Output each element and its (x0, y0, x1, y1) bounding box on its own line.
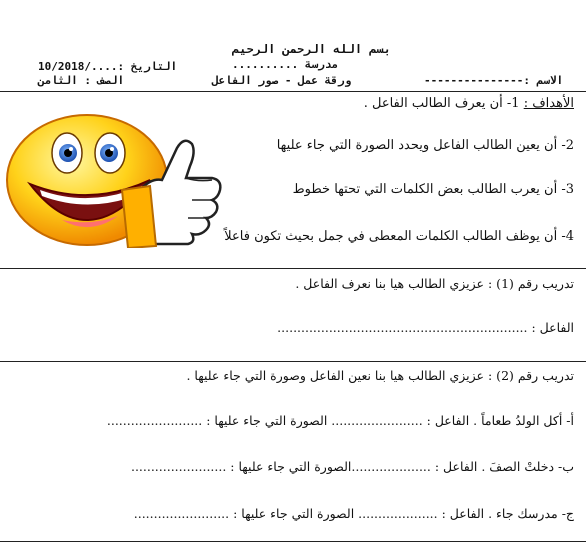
exercise-2-item-c: ج- مدرسك جاء . الفاعل : .................... الصورة التي جاء عليها : ........................ (133, 506, 574, 521)
goal-2: 2- أن يعين الطالب الفاعل ويحدد الصورة التي جاء عليها (276, 138, 574, 153)
header-divider (0, 91, 586, 92)
goals-divider (0, 268, 586, 269)
goal-1 (364, 96, 574, 111)
worksheet-title: ورقة عمل - صور الفاعل (212, 74, 352, 87)
school-name: مدرسة .......... (232, 58, 338, 71)
goal-1-text: 1- أن يعرف الطالب الفاعل . (363, 96, 520, 111)
date-field: التاريخ :..../10/2018 (38, 60, 178, 73)
exercise-2-item-b: ب- دخلتْ الصفَ . الفاعل : ....................الصورة التي جاء عليها : ........................ (130, 459, 574, 474)
goals-heading: الأهداف : (523, 96, 574, 111)
exercise-2-title: تدريب رقم (2) : عزيزي الطالب هيا بنا نعين الفاعل وصورة التي جاء عليها . (186, 368, 574, 383)
bottom-divider (0, 541, 586, 542)
exercise-2-item-a: أ- أكل الولدُ طعاماً . الفاعل : ....................... الصورة التي جاء عليها : ........................ (106, 413, 574, 428)
student-name-field: الاسم :--------------- (424, 74, 564, 87)
exercise-1-answer-line: الفاعل : ............................................................... (277, 320, 574, 335)
grade-field: الصف : الثامن (38, 74, 125, 87)
thumbs-up-smiley-icon (2, 108, 227, 248)
exercise-1-title: تدريب رقم (1) : عزيزي الطالب هيا بنا نعرف الفاعل . (295, 276, 574, 291)
exercise-divider (0, 361, 586, 362)
goal-3: 3- أن يعرب الطالب بعض الكلمات التي تحتها خطوط (292, 182, 574, 197)
basmala: بسم الله الرحمن الرحيم (232, 42, 391, 56)
goal-4: 4- أن يوظف الطالب الكلمات المعطى في جمل بحيث تكون فاعلاً (224, 229, 574, 244)
